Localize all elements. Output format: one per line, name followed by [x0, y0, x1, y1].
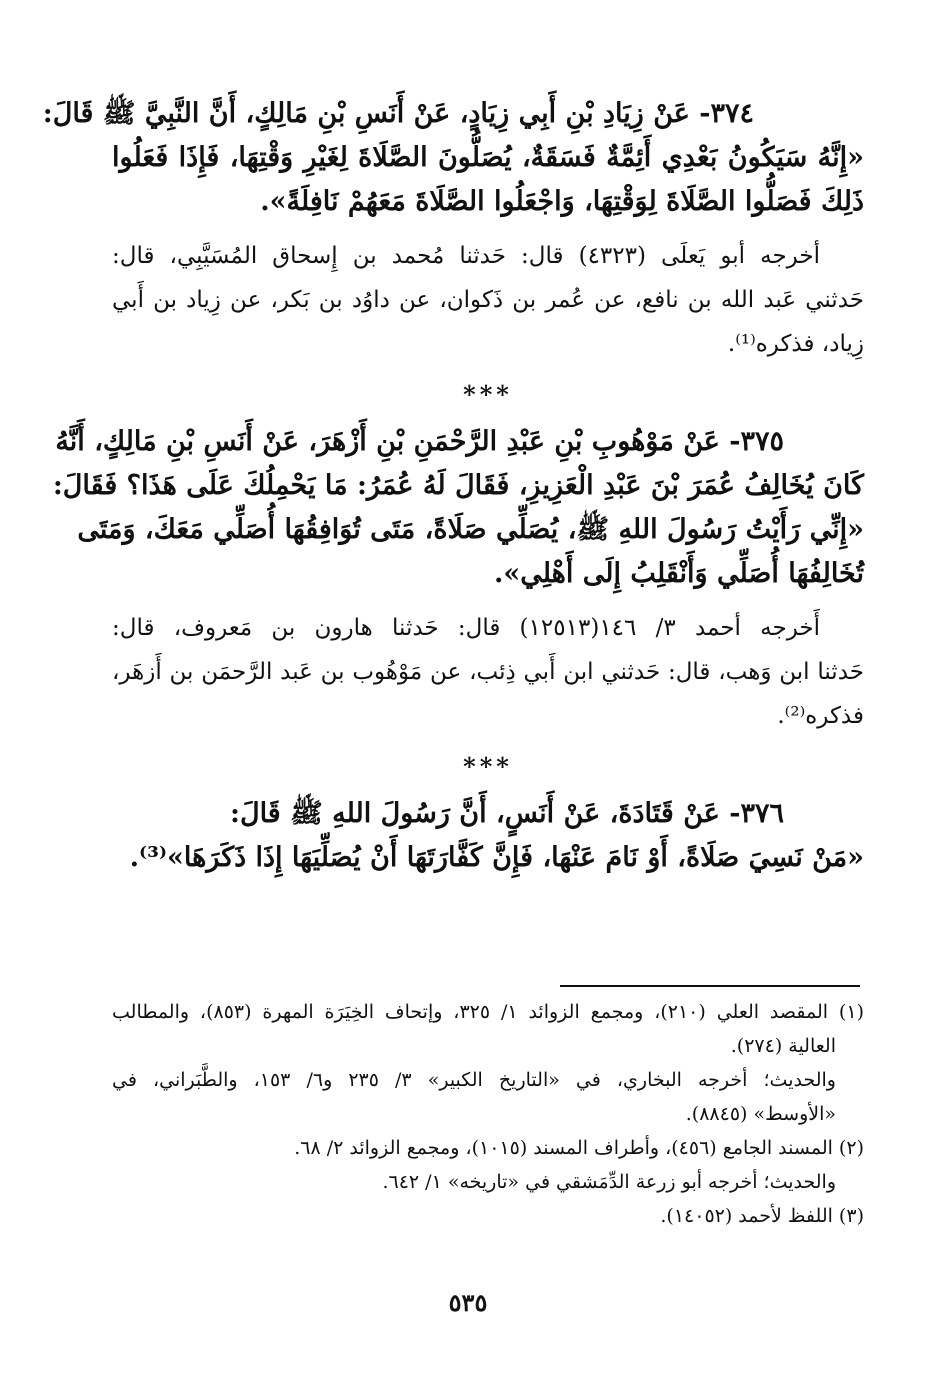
footnote-1-line-2: العالية (٢٧٤). — [730, 1035, 836, 1057]
hadith-374-line-3: ذَلِكَ فَصَلُّوا الصَّلَاةَ لِوَقْتِهَا، وَاجْعَلُوا الصَّلَاةَ مَعَهُمْ نَافِلَةً». — [260, 186, 864, 217]
footnote-divider — [560, 985, 860, 987]
footnote-1-line-1: (١) المقصد العلي (٢١٠)، ومجمع الزوائد ١/ ٣٢٥، وإتحاف الخِيَرَة المهرة (٨٥٣)، والمطالب — [112, 1001, 864, 1023]
takhrij-374-line-2: حَدثني عَبد الله بن نافع، عن عُمر بن ذَكوان، عن داوُد بن بَكر، عن زِياد بن أَبي — [112, 287, 864, 313]
takhrij-375-line-3: فذكره⁽²⁾. — [777, 703, 864, 729]
page-number: ٥٣٥ — [448, 1288, 488, 1317]
footnote-1-line-4: «الأوسط» (٨٨٤٥). — [685, 1103, 836, 1125]
takhrij-375-line-2: حَدثنا ابن وَهب، قال: حَدثني ابن أَبي ذِئب، عن مَوْهُوب بن عَبد الرَّحمَن بن أَزهَر، — [112, 659, 864, 685]
hadith-375-line-3: «إِنِّي رَأَيْتُ رَسُولَ اللهِ ﷺ، يُصَلِّي صَلَاةً، مَتَى تُوَافِقُهَا أُصَلِّي مَعَكَ، وَمَتَى — [77, 514, 864, 545]
takhrij-374 — [112, 234, 864, 366]
takhrij-374-line-1: أخرجه أبو يَعلَى (٤٣٢٣) قال: حَدثنا مُحمد بن إِسحاق المُسَيَّبِي، قال: — [112, 243, 820, 269]
main-text — [42, 92, 864, 880]
hadith-374 — [42, 92, 864, 224]
footnote-1-line-3: والحديث؛ أخرجه البخاري، في «التاريخ الكبير» ٣/ ٢٣٥ و٦/ ١٥٣، والطَّبَراني، في — [112, 1069, 836, 1091]
footnote-2 — [112, 1131, 864, 1199]
takhrij-374-line-3: زِياد، فذكره⁽¹⁾. — [727, 331, 864, 357]
footnote-1 — [112, 995, 864, 1131]
hadith-375-line-4: تُخَالِفُهَا أُصَلِّي وَأَنْقَلِبُ إِلَى أَهْلِي». — [493, 558, 864, 589]
takhrij-375 — [112, 606, 864, 738]
footnote-2-line-1: (٢) المسند الجامع (٤٥٦)، وأطراف المسند (١٠١٥)، ومجمع الزوائد ٢/ ٦٨. — [294, 1137, 864, 1159]
hadith-374-line-1: ٣٧٤- عَنْ زِيَادِ بْنِ أَبِي زِيَادٍ، عَنْ أَنَسِ بْنِ مَالِكٍ، أَنَّ النَّبِيَّ ﷺ قَالَ: — [42, 98, 754, 129]
hadith-376 — [112, 792, 864, 880]
section-separator: *** — [463, 752, 513, 781]
hadith-375-line-2: كَانَ يُخَالِفُ عُمَرَ بْنَ عَبْدِ الْعَزِيزِ، فَقَالَ لَهُ عُمَرُ: مَا يَحْمِلُكَ عَلَى هَذَا؟ فَقَالَ: — [52, 470, 864, 501]
hadith-375-line-1: ٣٧٥- عَنْ مَوْهُوبِ بْنِ عَبْدِ الرَّحْمَنِ بْنِ أَزْهَرَ، عَنْ أَنَسِ بْنِ مَالِكٍ، أَنَّهُ — [55, 426, 784, 457]
hadith-374-line-2: «إِنَّهُ سَيَكُونُ بَعْدِي أَئِمَّةٌ فَسَقَةٌ، يُصَلُّونَ الصَّلَاةَ لِغَيْرِ وَقْتِهَا، فَإِذَا فَعَلُوا — [112, 142, 864, 173]
hadith-376-line-2: «مَنْ نَسِيَ صَلَاةً، أَوْ نَامَ عَنْهَا، فَإِنَّ كَفَّارَتَهَا أَنْ يُصَلِّيَهَا إِذَا ذَكَرَهَا»⁽³⁾. — [129, 842, 864, 873]
takhrij-375-line-1: أَخرجه أحمد ٣/ ١٤٦(١٢٥١٣) قال: حَدثنا هارون بن مَعروف، قال: — [112, 615, 820, 641]
footnote-3-line-1: (٣) اللفظ لأحمد (١٤٠٥٢). — [660, 1205, 864, 1227]
hadith-376-line-1: ٣٧٦- عَنْ قَتَادَةَ، عَنْ أَنَسٍ، أَنَّ رَسُولَ اللهِ ﷺ قَالَ: — [230, 798, 784, 829]
section-separator: *** — [463, 380, 513, 409]
footnote-2-line-2: والحديث؛ أخرجه أبو زرعة الدِّمَشقي في «تاريخه» ١/ ٦٤٢. — [382, 1171, 836, 1193]
footnote-3 — [112, 1199, 864, 1233]
hadith-375 — [52, 420, 864, 596]
footnotes — [112, 995, 864, 1233]
